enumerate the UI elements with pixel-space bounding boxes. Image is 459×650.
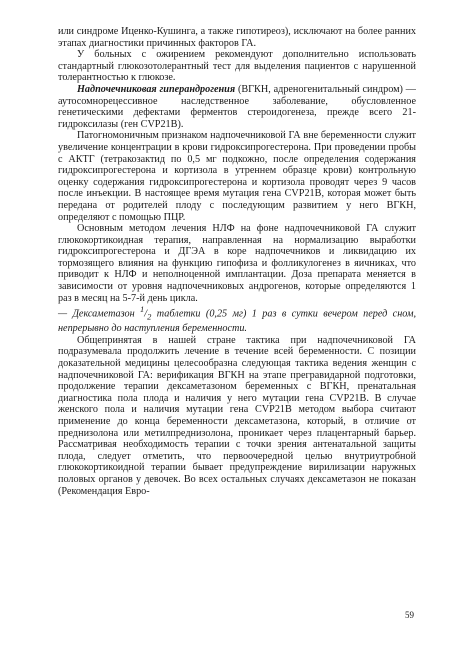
body-text — [58, 26, 416, 497]
paragraph-treatment: Основным методом лечения НЛФ на фоне надпочечниковой ГА служит глюкокортикоидная терапия, направленная на нормализацию выработки гидроксипрогестерона и ДГЭА в коре надпочечников и ликвидацию их тормозящего влияния на функцию гипофиза и фолликулогенез в яичниках, что приводит к НЛФ и неполноценной имплантации. Доза препарата меняется в зависимости от уровня надпочечниковых андрогенов, которые определяются 1 раз в месяц на 5-7-й день цикла. — [58, 223, 416, 304]
fraction-numerator: 1 — [140, 304, 145, 315]
dosage-details: таблетки (0,25 мг) 1 раз в сутки вечером перед сном, непрерывно до наступления беременности. — [58, 308, 417, 335]
term-adrenal-hyperandrogenism: Надпочечниковая гиперандрогения — [77, 83, 236, 95]
page-number: 59 — [405, 610, 414, 620]
dosage-drug: — Дексаметазон — [58, 308, 141, 320]
fraction-slash: / — [144, 308, 148, 320]
paragraph-pregnancy-tactics: Общепринятая в нашей стране тактика при надпочечниковой ГА подразумевала продолжить лечение в течение всей беременности. С позиции доказательной медицины целесообразна следующая тактика ведения женщин с надпочечниковой ГА: верификация ВГКН на этапе прегравидарной подготовки, продолжение терапии дексаметазоном беременных с ВГКН, пренатальная диагностика пола плода и наличия у него мутации гена CVP21B. В случае женского пола и наличия мутации гена CVP21B методом выбора считают применение до конца беременности дексаметазона, который, в отличие от преднизолона или метилпреднизолона, проникает через плацентарный барьер. Рассматривая необходимость терапии с точки зрения антенатальной защиты плода, следует отметить, что первоочередной целью внутриутробной глюкокортикоидной терапии бывает предупреждение вирилизации наружных половых органов у девочек. Во всех остальных случаях дексаметазон не показан (Рекомендация Евро- — [58, 334, 416, 497]
paragraph-continuation: или синдроме Иценко-Кушинга, а также гипотиреоз), исключают на более ранних этапах диагностики причинных факторов ГА. — [58, 26, 416, 49]
dosage-instruction — [58, 304, 416, 335]
paragraph-adrenal-definition — [58, 84, 416, 130]
definition-text: (ВГКН, адреногенитальный синдром) — аутосомнорецессивное наследственное заболевание, обусловленное генетическими дефектами ферментов стероидогенеза, прежде всего 21-гидроксилазы (ген CVP21B). — [58, 83, 416, 130]
paragraph-obesity-test: У больных с ожирением рекомендуют дополнительно использовать стандартный глюкозотолерантный тест для выделения пациентов с нарушенной толерантностью к глюкозе. — [58, 49, 416, 84]
paragraph-diagnosis: Патогномоничным признаком надпочечниковой ГА вне беременности служит увеличение концентрации в крови гидроксипрогестерона. При проведении пробы с АКТГ (тетракозактид по 0,5 мг подкожно, после определения содержания гидроксипрогестерона и кортизола в утреннем образце крови) контрольную оценку содержания гидроксипрогестерона и кортизола проводят через 9 часов после инъекции. В настоящее время мутация гена CVP21B, которая может быть передана от родителей плоду с последующим развитием у него ВГКН, определяют с помощью ПЦР. — [58, 130, 416, 223]
fraction-denominator: 2 — [147, 311, 152, 322]
